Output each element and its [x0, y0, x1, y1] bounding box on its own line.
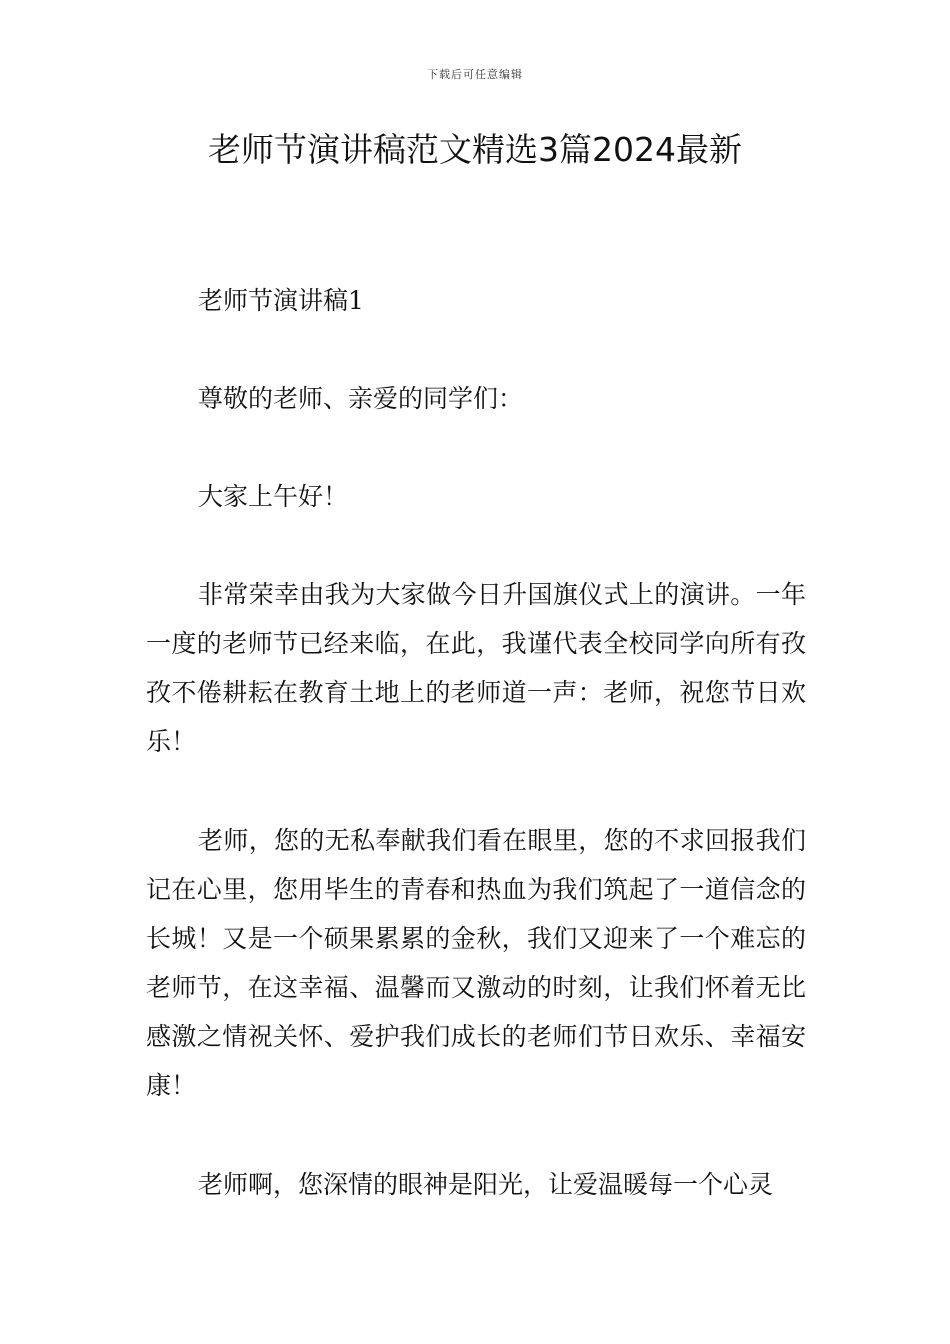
paragraph-text: 非常荣幸由我为大家做今日升国旗仪式上的演讲。一年一度的老师节已经来临，在此，我谨代表全校同学向所有孜孜不倦耕耘在教育土地上的老师道一声：老师，祝您节日欢乐！ — [146, 580, 806, 756]
greeting-text: 尊敬的老师、亲爱的同学们： — [198, 384, 524, 413]
section-heading — [146, 276, 806, 325]
greeting — [146, 374, 806, 423]
paragraph-3 — [146, 1160, 806, 1209]
header-note: 下载后可任意编辑 — [427, 68, 523, 81]
paragraph-text: 老师，您的无私奉献我们看在眼里，您的不求回报我们记在心里，您用毕生的青春和热血为我们筑起了一道信念的长城！又是一个硕果累累的金秋，我们又迎来了一个难忘的老师节，在这幸福、温馨而又激动的时刻，让我们怀着无比感激之情祝关怀、爱护我们成长的老师们节日欢乐、幸福安康！ — [146, 826, 806, 1100]
document-title: 老师节演讲稿范文精选3篇2024最新 — [208, 130, 742, 169]
paragraph-2 — [146, 816, 806, 1110]
hello-text: 大家上午好！ — [198, 482, 349, 511]
hello-line — [146, 472, 806, 521]
paragraph-1 — [146, 570, 806, 766]
paragraph-text: 老师啊，您深情的眼神是阳光，让爱温暖每一个心灵 — [198, 1170, 774, 1199]
section-heading-text: 老师节演讲稿1 — [198, 286, 364, 315]
